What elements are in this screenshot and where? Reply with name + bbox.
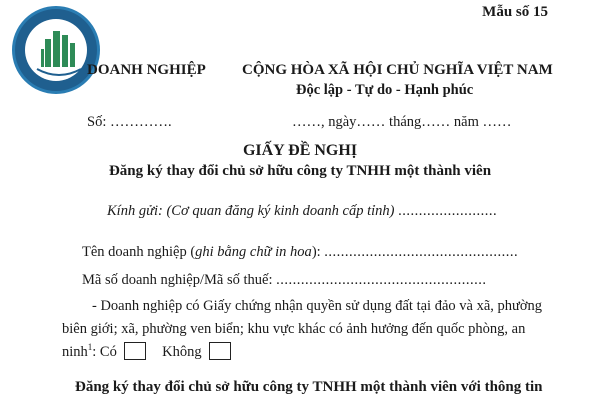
- company-name-line: [82, 244, 518, 261]
- closing-statement: Đăng ký thay đổi chủ sở hữu công ty TNHH một thành viên với thông tin: [75, 379, 543, 395]
- option-no-checkbox[interactable]: [209, 342, 231, 360]
- security-option-line: [62, 342, 235, 361]
- country-name: CỘNG HÒA XÃ HỘI CHỦ NGHĨA VIỆT NAM: [242, 62, 553, 78]
- company-name-label-end: ):: [311, 244, 321, 260]
- addressee-label: Kính gửi:: [107, 203, 163, 219]
- national-motto: Độc lập - Tự do - Hạnh phúc: [296, 82, 474, 98]
- company-name-dots: ...............................................: [324, 244, 519, 260]
- footnote-marker: 1: [87, 342, 93, 353]
- document-number: Số: ………….: [87, 114, 172, 130]
- addressee-dots: ........................: [398, 203, 498, 219]
- document-title: GIẤY ĐỀ NGHỊ: [242, 142, 358, 159]
- option-yes-label: : Có: [92, 344, 117, 360]
- company-name-hint: ghi bằng chữ in hoa: [195, 244, 312, 260]
- building-tree-icon: [15, 9, 100, 94]
- organization-label: DOANH NGHIỆP: [87, 62, 206, 78]
- addressee-value: (Cơ quan đăng ký kinh doanh cấp tỉnh): [166, 203, 395, 219]
- addressee-line: [107, 203, 497, 220]
- tax-code-dots: ...................................................: [276, 272, 487, 288]
- tax-code-label: Mã số doanh nghiệp/Mã số thuế:: [82, 272, 273, 288]
- option-yes-checkbox[interactable]: [124, 342, 146, 360]
- paragraph-line3-start: ninh: [62, 344, 88, 360]
- date-line: ……, ngày…… tháng…… năm ……: [292, 114, 512, 130]
- company-name-label: Tên doanh nghiệp (: [82, 244, 196, 260]
- company-logo: [12, 6, 100, 94]
- land-certificate-paragraph-line2: biên giới; xã, phường ven biển; khu vực khác có ảnh hưởng đến quốc phòng, an: [62, 321, 526, 337]
- document-subtitle: Đăng ký thay đổi chủ sở hữu công ty TNHH một thành viên: [108, 163, 492, 179]
- land-certificate-paragraph-line1: - Doanh nghiệp có Giấy chứng nhận quyền sử dụng đất tại đảo và xã, phường: [92, 298, 543, 314]
- option-no-label: Không: [162, 344, 202, 360]
- tax-code-line: [82, 272, 487, 289]
- form-number: Mẫu số 15: [482, 4, 548, 20]
